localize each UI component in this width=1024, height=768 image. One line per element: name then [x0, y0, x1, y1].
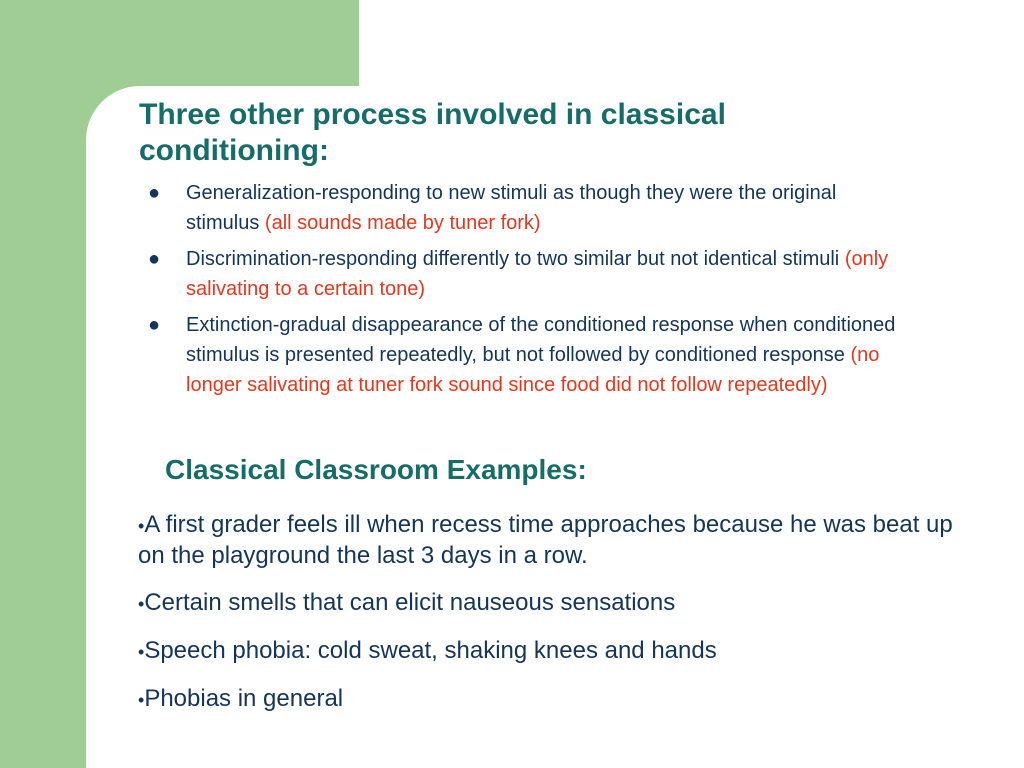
example-text: Speech phobia: cold sweat, shaking knees and hands — [144, 637, 717, 664]
slide-title: Three other process involved in classical conditioning: — [139, 98, 726, 167]
green-top-band — [86, 0, 359, 86]
example-item — [138, 636, 978, 667]
process-text: Discrimination-responding differently to two similar but not identical stimuli — [186, 248, 845, 270]
example-text: A first grader feels ill when recess time approaches because he was beat up on the playground the last 3 days in a row. — [138, 511, 953, 569]
examples-heading: Classical Classroom Examples: — [165, 454, 587, 485]
process-example: (no longer salivating at tuner fork sound since food did not follow repeatedly) — [186, 344, 880, 396]
process-list — [140, 178, 910, 406]
bullet-dot-icon: ● — [148, 314, 161, 336]
examples-list — [138, 510, 978, 732]
process-example: (only salivating to a certain tone) — [186, 248, 889, 300]
bullet-small-icon: • — [138, 516, 145, 536]
example-text: Phobias in general — [144, 685, 344, 712]
green-side-band — [0, 0, 86, 768]
example-item — [138, 588, 978, 619]
process-item-extinction — [140, 310, 910, 400]
example-item — [138, 510, 978, 571]
process-text: Extinction-gradual disappearance of the conditioned response when conditioned stimulus is presented repeatedly, but not followed by conditioned response — [186, 314, 896, 366]
bullet-small-icon: • — [138, 690, 145, 710]
process-item-generalization — [140, 178, 910, 238]
process-example: (all sounds made by tuner fork) — [264, 212, 541, 234]
example-text: Certain smells that can elicit nauseous sensations — [144, 589, 676, 616]
bullet-dot-icon: ● — [148, 248, 161, 270]
bullet-dot-icon: ● — [148, 182, 161, 204]
bullet-small-icon: • — [138, 594, 145, 614]
bullet-small-icon: • — [138, 642, 145, 662]
example-item — [138, 684, 978, 715]
process-item-discrimination — [140, 244, 910, 304]
process-text: Generalization-responding to new stimuli as though they were the original stimulus — [186, 182, 837, 234]
